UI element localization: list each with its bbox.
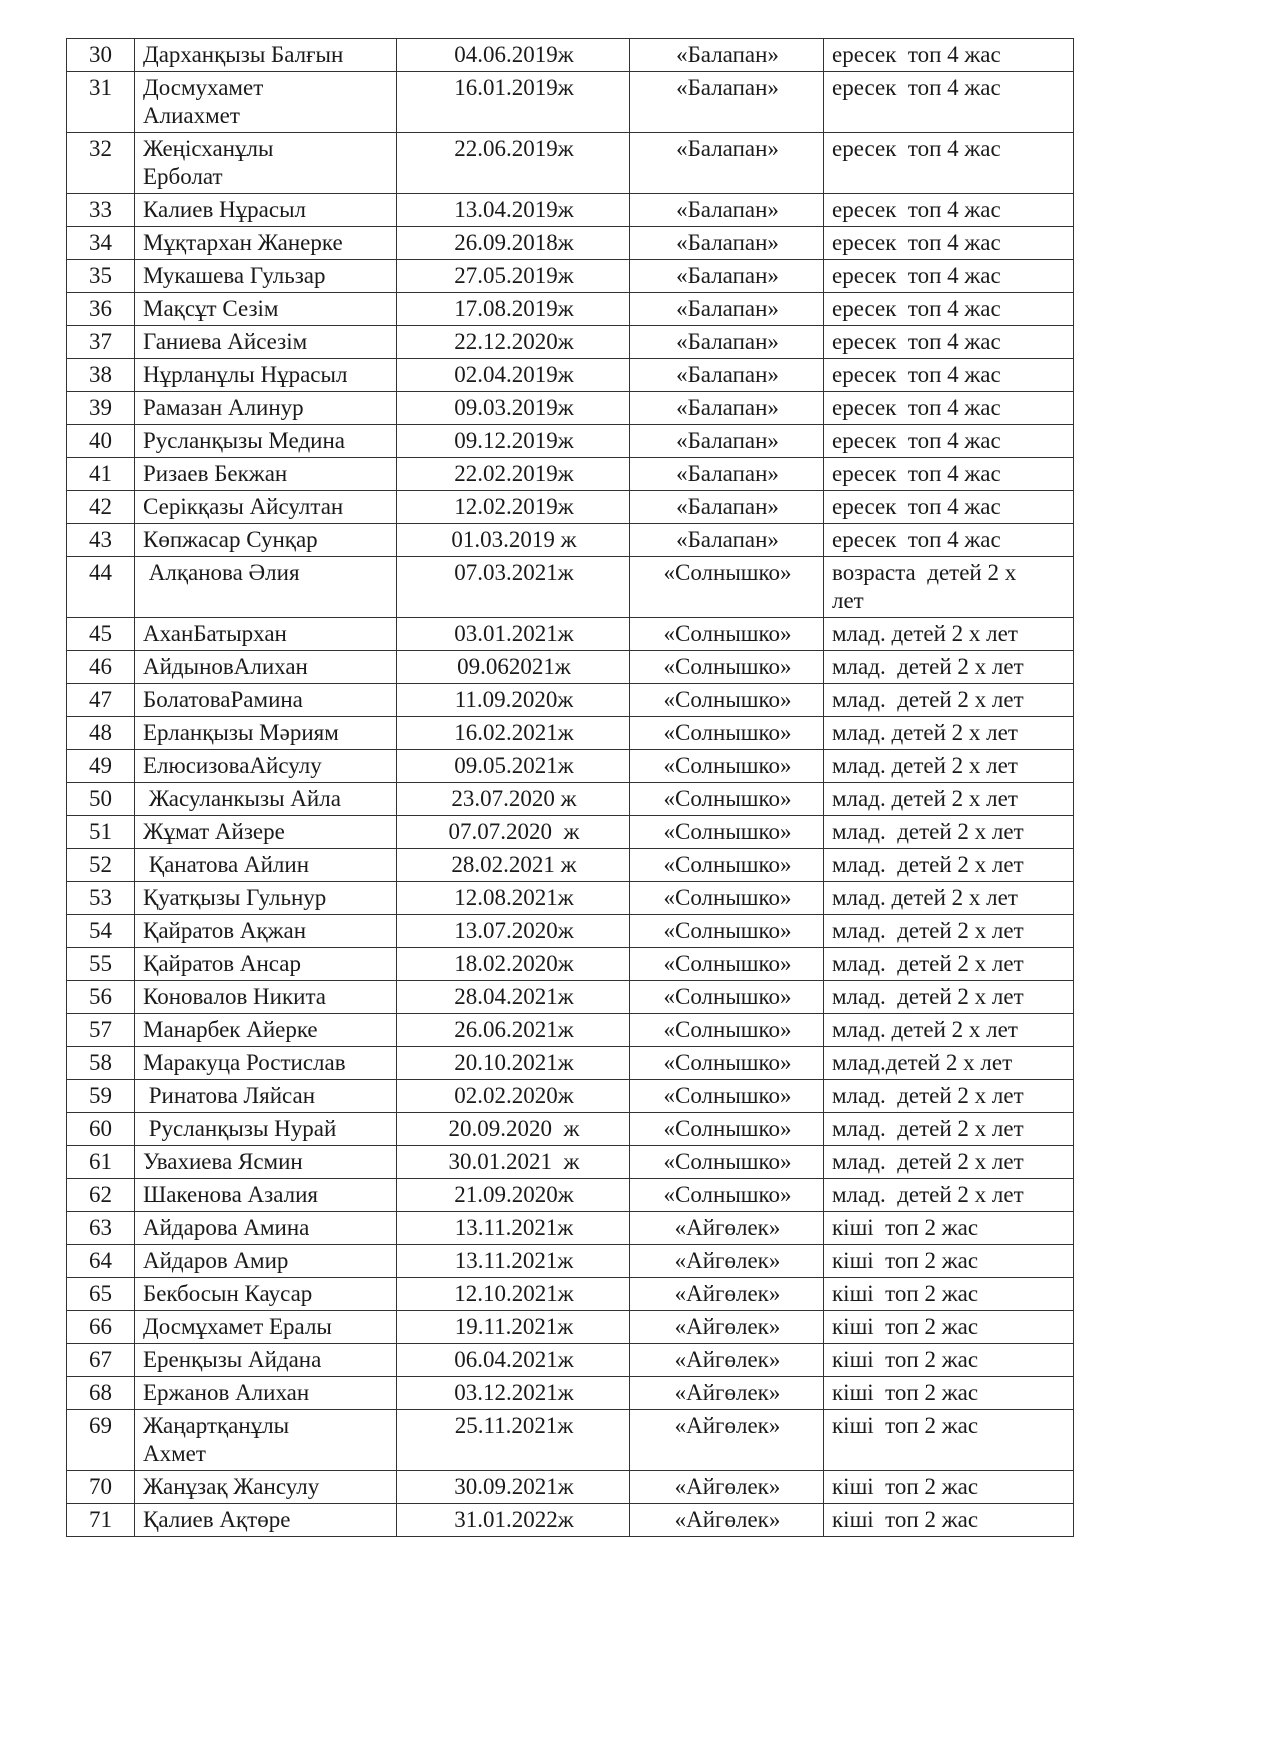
age-group: ересек топ 4 жас (824, 359, 1074, 392)
child-name: Ержанов Алихан (135, 1377, 397, 1410)
group-name: «Балапан» (630, 72, 824, 133)
group-name: «Айгөлек» (630, 1278, 824, 1311)
group-name: «Солнышко» (630, 684, 824, 717)
group-name: «Балапан» (630, 392, 824, 425)
birth-date: 11.09.2020ж (397, 684, 630, 717)
birth-date: 16.01.2019ж (397, 72, 630, 133)
child-name: Қайратов Ақжан (135, 915, 397, 948)
age-group: кіші топ 2 жас (824, 1410, 1074, 1471)
group-name: «Солнышко» (630, 651, 824, 684)
table-row (67, 425, 1074, 458)
table-row (67, 359, 1074, 392)
row-number: 48 (67, 717, 135, 750)
birth-date: 09.05.2021ж (397, 750, 630, 783)
row-number: 46 (67, 651, 135, 684)
table-row (67, 981, 1074, 1014)
group-name: «Солнышко» (630, 717, 824, 750)
table-row (67, 1080, 1074, 1113)
table-row (67, 1278, 1074, 1311)
children-roster-table (66, 38, 1074, 1537)
child-name: Увахиева Ясмин (135, 1146, 397, 1179)
age-group: кіші топ 2 жас (824, 1212, 1074, 1245)
group-name: «Солнышко» (630, 981, 824, 1014)
age-group: млад. детей 2 х лет (824, 1113, 1074, 1146)
age-group: ересек топ 4 жас (824, 425, 1074, 458)
age-group: ересек топ 4 жас (824, 293, 1074, 326)
birth-date: 21.09.2020ж (397, 1179, 630, 1212)
row-number: 69 (67, 1410, 135, 1471)
age-group: кіші топ 2 жас (824, 1278, 1074, 1311)
table-row (67, 227, 1074, 260)
group-name: «Балапан» (630, 194, 824, 227)
child-name: Бекбосын Каусар (135, 1278, 397, 1311)
age-group: млад.детей 2 х лет (824, 1047, 1074, 1080)
birth-date: 16.02.2021ж (397, 717, 630, 750)
age-group: ересек топ 4 жас (824, 458, 1074, 491)
row-number: 70 (67, 1471, 135, 1504)
birth-date: 04.06.2019ж (397, 39, 630, 72)
birth-date: 03.01.2021ж (397, 618, 630, 651)
row-number: 56 (67, 981, 135, 1014)
group-name: «Солнышко» (630, 915, 824, 948)
child-name: ЕлюсизоваАйсулу (135, 750, 397, 783)
table-row (67, 491, 1074, 524)
child-name: Қайратов Ансар (135, 948, 397, 981)
child-name: Маракуца Ростислав (135, 1047, 397, 1080)
age-group: ересек топ 4 жас (824, 524, 1074, 557)
row-number: 61 (67, 1146, 135, 1179)
birth-date: 07.07.2020 ж (397, 816, 630, 849)
birth-date: 31.01.2022ж (397, 1504, 630, 1537)
group-name: «Солнышко» (630, 1113, 824, 1146)
table-row (67, 816, 1074, 849)
row-number: 38 (67, 359, 135, 392)
child-name: Русланқызы Медина (135, 425, 397, 458)
birth-date: 23.07.2020 ж (397, 783, 630, 816)
table-row (67, 326, 1074, 359)
birth-date: 30.01.2021 ж (397, 1146, 630, 1179)
group-name: «Солнышко» (630, 849, 824, 882)
group-name: «Солнышко» (630, 1014, 824, 1047)
birth-date: 25.11.2021ж (397, 1410, 630, 1471)
group-name: «Айгөлек» (630, 1311, 824, 1344)
row-number: 45 (67, 618, 135, 651)
birth-date: 13.11.2021ж (397, 1245, 630, 1278)
age-group: млад. детей 2 х лет (824, 882, 1074, 915)
child-name: Ризаев Бекжан (135, 458, 397, 491)
birth-date: 13.11.2021ж (397, 1212, 630, 1245)
row-number: 58 (67, 1047, 135, 1080)
child-name: Мұқтархан Жанерке (135, 227, 397, 260)
row-number: 63 (67, 1212, 135, 1245)
child-name: Нұрланұлы Нұрасыл (135, 359, 397, 392)
table-row (67, 1245, 1074, 1278)
birth-date: 12.10.2021ж (397, 1278, 630, 1311)
row-number: 52 (67, 849, 135, 882)
age-group: млад. детей 2 х лет (824, 750, 1074, 783)
child-name: Жаңартқанұлы Ахмет (135, 1410, 397, 1471)
group-name: «Солнышко» (630, 557, 824, 618)
age-group: млад. детей 2 х лет (824, 948, 1074, 981)
row-number: 51 (67, 816, 135, 849)
child-name: АйдыновАлихан (135, 651, 397, 684)
child-name: Русланқызы Нурай (135, 1113, 397, 1146)
child-name: Досмұхамет Ералы (135, 1311, 397, 1344)
child-name: Мақсұт Сезім (135, 293, 397, 326)
age-group: млад. детей 2 х лет (824, 618, 1074, 651)
row-number: 49 (67, 750, 135, 783)
age-group: кіші топ 2 жас (824, 1471, 1074, 1504)
birth-date: 30.09.2021ж (397, 1471, 630, 1504)
table-row (67, 1113, 1074, 1146)
birth-date: 26.09.2018ж (397, 227, 630, 260)
child-name: Коновалов Никита (135, 981, 397, 1014)
age-group: кіші топ 2 жас (824, 1377, 1074, 1410)
age-group: кіші топ 2 жас (824, 1245, 1074, 1278)
row-number: 30 (67, 39, 135, 72)
birth-date: 19.11.2021ж (397, 1311, 630, 1344)
row-number: 47 (67, 684, 135, 717)
group-name: «Балапан» (630, 39, 824, 72)
row-number: 54 (67, 915, 135, 948)
row-number: 37 (67, 326, 135, 359)
row-number: 33 (67, 194, 135, 227)
group-name: «Айгөлек» (630, 1344, 824, 1377)
group-name: «Балапан» (630, 491, 824, 524)
group-name: «Балапан» (630, 260, 824, 293)
age-group: млад. детей 2 х лет (824, 1014, 1074, 1047)
row-number: 59 (67, 1080, 135, 1113)
row-number: 44 (67, 557, 135, 618)
child-name: Досмухамет Алиахмет (135, 72, 397, 133)
birth-date: 07.03.2021ж (397, 557, 630, 618)
row-number: 66 (67, 1311, 135, 1344)
birth-date: 20.09.2020 ж (397, 1113, 630, 1146)
table-row (67, 72, 1074, 133)
row-number: 68 (67, 1377, 135, 1410)
row-number: 43 (67, 524, 135, 557)
child-name: Айдаров Амир (135, 1245, 397, 1278)
group-name: «Солнышко» (630, 948, 824, 981)
child-name: Дарханқызы Балғын (135, 39, 397, 72)
row-number: 36 (67, 293, 135, 326)
table-row (67, 783, 1074, 816)
row-number: 62 (67, 1179, 135, 1212)
birth-date: 20.10.2021ж (397, 1047, 630, 1080)
birth-date: 22.02.2019ж (397, 458, 630, 491)
table-row (67, 39, 1074, 72)
row-number: 57 (67, 1014, 135, 1047)
age-group: млад. детей 2 х лет (824, 1080, 1074, 1113)
birth-date: 22.12.2020ж (397, 326, 630, 359)
table-row (67, 849, 1074, 882)
child-name: Қуатқызы Гульнур (135, 882, 397, 915)
child-name: Алқанова Әлия (135, 557, 397, 618)
row-number: 67 (67, 1344, 135, 1377)
table-row (67, 1047, 1074, 1080)
table-row (67, 1311, 1074, 1344)
child-name: Жұмат Айзере (135, 816, 397, 849)
child-name: Жасуланкызы Айла (135, 783, 397, 816)
group-name: «Солнышко» (630, 783, 824, 816)
birth-date: 02.04.2019ж (397, 359, 630, 392)
age-group: млад. детей 2 х лет (824, 783, 1074, 816)
group-name: «Айгөлек» (630, 1471, 824, 1504)
table-row (67, 948, 1074, 981)
group-name: «Балапан» (630, 326, 824, 359)
table-row (67, 260, 1074, 293)
group-name: «Балапан» (630, 359, 824, 392)
row-number: 39 (67, 392, 135, 425)
row-number: 40 (67, 425, 135, 458)
age-group: ересек топ 4 жас (824, 326, 1074, 359)
birth-date: 28.02.2021 ж (397, 849, 630, 882)
child-name: Мукашева Гульзар (135, 260, 397, 293)
group-name: «Солнышко» (630, 816, 824, 849)
birth-date: 09.03.2019ж (397, 392, 630, 425)
group-name: «Солнышко» (630, 1146, 824, 1179)
group-name: «Солнышко» (630, 1047, 824, 1080)
row-number: 41 (67, 458, 135, 491)
age-group: кіші топ 2 жас (824, 1344, 1074, 1377)
row-number: 32 (67, 133, 135, 194)
birth-date: 17.08.2019ж (397, 293, 630, 326)
birth-date: 09.12.2019ж (397, 425, 630, 458)
table-row (67, 133, 1074, 194)
age-group: ересек топ 4 жас (824, 260, 1074, 293)
age-group: кіші топ 2 жас (824, 1504, 1074, 1537)
group-name: «Балапан» (630, 133, 824, 194)
table-row (67, 882, 1074, 915)
age-group: млад. детей 2 х лет (824, 717, 1074, 750)
child-name: Манарбек Айерке (135, 1014, 397, 1047)
age-group: млад. детей 2 х лет (824, 816, 1074, 849)
table-row (67, 1410, 1074, 1471)
child-name: Ерланқызы Мәриям (135, 717, 397, 750)
table-row (67, 392, 1074, 425)
table-row (67, 194, 1074, 227)
birth-date: 12.08.2021ж (397, 882, 630, 915)
age-group: млад. детей 2 х лет (824, 651, 1074, 684)
group-name: «Айгөлек» (630, 1245, 824, 1278)
child-name: Көпжасар Сунқар (135, 524, 397, 557)
group-name: «Балапан» (630, 293, 824, 326)
child-name: Қанатова Айлин (135, 849, 397, 882)
group-name: «Айгөлек» (630, 1410, 824, 1471)
birth-date: 13.07.2020ж (397, 915, 630, 948)
age-group: млад. детей 2 х лет (824, 1179, 1074, 1212)
table-row (67, 651, 1074, 684)
child-name: Рамазан Алинур (135, 392, 397, 425)
table-row (67, 1471, 1074, 1504)
child-name: Калиев Нұрасыл (135, 194, 397, 227)
table-row (67, 618, 1074, 651)
birth-date: 02.02.2020ж (397, 1080, 630, 1113)
birth-date: 12.02.2019ж (397, 491, 630, 524)
row-number: 34 (67, 227, 135, 260)
group-name: «Солнышко» (630, 618, 824, 651)
age-group: ересек топ 4 жас (824, 72, 1074, 133)
child-name: Ганиева Айсезім (135, 326, 397, 359)
table-row (67, 684, 1074, 717)
table-row (67, 1179, 1074, 1212)
group-name: «Балапан» (630, 524, 824, 557)
age-group: млад. детей 2 х лет (824, 915, 1074, 948)
child-name: Ринатова Ляйсан (135, 1080, 397, 1113)
row-number: 65 (67, 1278, 135, 1311)
birth-date: 26.06.2021ж (397, 1014, 630, 1047)
row-number: 53 (67, 882, 135, 915)
group-name: «Балапан» (630, 458, 824, 491)
group-name: «Солнышко» (630, 882, 824, 915)
table-row (67, 1504, 1074, 1537)
group-name: «Балапан» (630, 425, 824, 458)
group-name: «Айгөлек» (630, 1504, 824, 1537)
table-row (67, 1344, 1074, 1377)
age-group: млад. детей 2 х лет (824, 1146, 1074, 1179)
row-number: 35 (67, 260, 135, 293)
age-group: млад. детей 2 х лет (824, 981, 1074, 1014)
birth-date: 06.04.2021ж (397, 1344, 630, 1377)
child-name: Қалиев Ақтөре (135, 1504, 397, 1537)
age-group: млад. детей 2 х лет (824, 849, 1074, 882)
child-name: Еренқызы Айдана (135, 1344, 397, 1377)
roster-body (67, 39, 1074, 1537)
table-row (67, 293, 1074, 326)
group-name: «Балапан» (630, 227, 824, 260)
group-name: «Айгөлек» (630, 1212, 824, 1245)
birth-date: 13.04.2019ж (397, 194, 630, 227)
group-name: «Солнышко» (630, 1080, 824, 1113)
table-row (67, 524, 1074, 557)
table-row (67, 1146, 1074, 1179)
age-group: кіші топ 2 жас (824, 1311, 1074, 1344)
age-group: ересек топ 4 жас (824, 227, 1074, 260)
row-number: 42 (67, 491, 135, 524)
table-row (67, 458, 1074, 491)
table-row (67, 557, 1074, 618)
child-name: Серікқазы Айсултан (135, 491, 397, 524)
child-name: Жанұзақ Жансулу (135, 1471, 397, 1504)
age-group: ересек топ 4 жас (824, 392, 1074, 425)
table-row (67, 1377, 1074, 1410)
child-name: АханБатырхан (135, 618, 397, 651)
age-group: ересек топ 4 жас (824, 39, 1074, 72)
age-group: млад. детей 2 х лет (824, 684, 1074, 717)
birth-date: 28.04.2021ж (397, 981, 630, 1014)
table-row (67, 750, 1074, 783)
table-row (67, 915, 1074, 948)
table-row (67, 1212, 1074, 1245)
birth-date: 18.02.2020ж (397, 948, 630, 981)
group-name: «Айгөлек» (630, 1377, 824, 1410)
birth-date: 01.03.2019 ж (397, 524, 630, 557)
row-number: 50 (67, 783, 135, 816)
child-name: Шакенова Азалия (135, 1179, 397, 1212)
birth-date: 09.062021ж (397, 651, 630, 684)
group-name: «Солнышко» (630, 750, 824, 783)
child-name: БолатоваРамина (135, 684, 397, 717)
child-name: Айдарова Амина (135, 1212, 397, 1245)
birth-date: 03.12.2021ж (397, 1377, 630, 1410)
age-group: ересек топ 4 жас (824, 194, 1074, 227)
table-row (67, 717, 1074, 750)
row-number: 31 (67, 72, 135, 133)
row-number: 60 (67, 1113, 135, 1146)
age-group: ересек топ 4 жас (824, 491, 1074, 524)
age-group: возраста детей 2 х лет (824, 557, 1074, 618)
birth-date: 27.05.2019ж (397, 260, 630, 293)
age-group: ересек топ 4 жас (824, 133, 1074, 194)
child-name: Жеңісханұлы Ерболат (135, 133, 397, 194)
table-row (67, 1014, 1074, 1047)
birth-date: 22.06.2019ж (397, 133, 630, 194)
row-number: 55 (67, 948, 135, 981)
row-number: 71 (67, 1504, 135, 1537)
row-number: 64 (67, 1245, 135, 1278)
group-name: «Солнышко» (630, 1179, 824, 1212)
